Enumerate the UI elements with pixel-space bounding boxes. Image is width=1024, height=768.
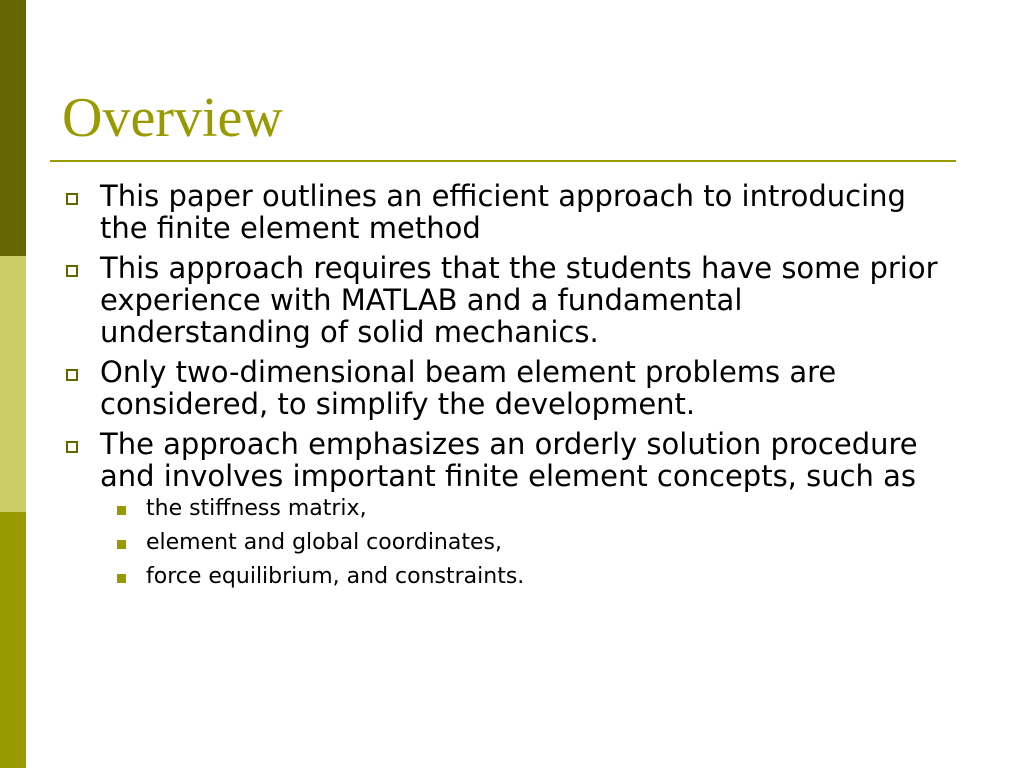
bullet-text: This approach requires that the students have some prior experience with MATLAB and a fundamental understanding of solid mechanics. bbox=[100, 251, 938, 349]
bullet-text: Only two-dimensional beam element problems are considered, to simplify the development. bbox=[100, 355, 837, 421]
sub-bullet-item bbox=[100, 496, 962, 530]
side-bar-top-segment bbox=[0, 0, 26, 256]
bullet-item bbox=[62, 428, 962, 598]
sub-bullet-text: the stiffness matrix, bbox=[146, 496, 367, 521]
side-bar-middle-segment bbox=[0, 256, 26, 512]
sub-bullet-list bbox=[100, 496, 962, 598]
hollow-square-bullet-icon bbox=[66, 265, 78, 277]
sub-bullet-text: element and global coordinates, bbox=[146, 530, 502, 555]
filled-square-bullet-icon bbox=[117, 540, 126, 549]
hollow-square-bullet-icon bbox=[66, 193, 78, 205]
slide-title: Overview bbox=[62, 87, 283, 149]
sub-bullet-text: force equilibrium, and constraints. bbox=[146, 564, 525, 589]
sub-bullet-item bbox=[100, 530, 962, 564]
bullet-item bbox=[62, 252, 962, 348]
side-bar-bottom-segment bbox=[0, 512, 26, 768]
side-accent-bar bbox=[0, 0, 26, 768]
filled-square-bullet-icon bbox=[117, 574, 126, 583]
bullet-item bbox=[62, 180, 962, 244]
title-underline-rule bbox=[50, 160, 956, 162]
bullet-text: This paper outlines an efficient approach to introducing the finite element method bbox=[100, 179, 906, 245]
filled-square-bullet-icon bbox=[117, 506, 126, 515]
hollow-square-bullet-icon bbox=[66, 369, 78, 381]
hollow-square-bullet-icon bbox=[66, 441, 78, 453]
sub-bullet-item bbox=[100, 564, 962, 598]
bullet-text: The approach emphasizes an orderly solution procedure and involves important finite element concepts, such as bbox=[100, 427, 918, 493]
bullet-item bbox=[62, 356, 962, 420]
bullet-list bbox=[62, 180, 962, 606]
